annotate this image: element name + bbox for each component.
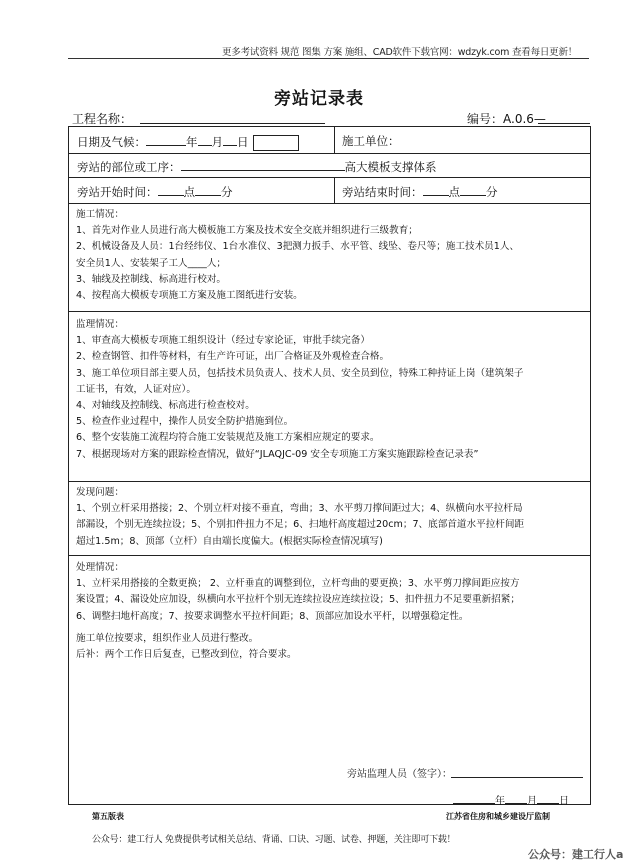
weather-box[interactable] <box>253 135 299 151</box>
row-divider <box>69 203 590 204</box>
date-weather-label: 日期及气候： <box>77 135 146 149</box>
year-label: 年 <box>186 135 198 149</box>
sign-year-field[interactable] <box>453 791 495 804</box>
construction-heading: 施工情况： <box>76 209 124 220</box>
construction-unit-label: 施工单位： <box>342 134 400 148</box>
code-label: 编号：A.0.6— <box>467 112 546 126</box>
date-weather-row <box>77 133 299 151</box>
problems-line: 超过1.5m；8、顶部（立杆）自由端长度偏大。(根据实际检查情况填写) <box>76 535 383 547</box>
supervision-line: 4、对轴线及控制线、标高进行检查校对。 <box>76 400 255 412</box>
col-divider <box>334 127 335 153</box>
project-name-field[interactable] <box>140 123 325 124</box>
record-table <box>68 126 591 805</box>
day-field[interactable] <box>223 133 237 146</box>
col-divider <box>334 177 335 203</box>
handling-line: 案设置；4、漏设处应加设，纵横向水平拉杆个别无连续拉设应连续拉设；5、扣件扭力不足要重新招紧； <box>76 594 520 606</box>
start-hour-label: 点 <box>183 185 195 199</box>
handling-heading: 处理情况： <box>76 562 124 573</box>
sign-date-row <box>453 791 569 807</box>
code-field[interactable] <box>538 123 590 124</box>
handling-line: 6、调整扫地杆高度；7、按要求调整水平拉杆间距；8、顶部应加设水平杆，以增强稳定性。 <box>76 610 469 622</box>
supervision-section <box>76 317 584 463</box>
handling-section <box>76 560 584 663</box>
project-name-label: 工程名称： <box>72 112 133 126</box>
row-divider <box>69 177 590 178</box>
start-minute-field[interactable] <box>195 183 221 196</box>
start-hour-field[interactable] <box>158 183 184 196</box>
supervision-heading: 监理情况： <box>76 319 124 330</box>
row-divider <box>69 481 590 482</box>
problems-section <box>76 485 584 550</box>
top-note: 更多考试资料 规范 图集 方案 施组、CAD软件下载官网：wdzyk.com 查看每日更新！ <box>222 47 578 58</box>
followup-line: 施工单位按要求，组织作业人员进行整改。 <box>76 632 259 644</box>
form-title: 旁站记录表 <box>274 89 364 109</box>
bottom-note: 公众号：建工行人 免费提供考试相关总结、背诵、口诀、习题、试卷、押题，关注即可下载！ <box>92 835 456 845</box>
supervision-line: 5、检查作业过程中，操作人员安全防护措施到位。 <box>76 416 294 428</box>
location-field[interactable] <box>181 158 345 171</box>
supervision-line: 工证书，有效，人证对应）。 <box>76 383 196 395</box>
form-version: 第五版表 <box>92 812 124 821</box>
sign-day-label: 日 <box>559 796 569 807</box>
watermark: 公众号：建工行人a <box>528 848 624 861</box>
signature-label: 旁站监理人员（签字）： <box>347 769 452 780</box>
end-minute-field[interactable] <box>460 183 486 196</box>
supervision-line: 7、根据现场对方案的跟踪检查情况，做好“JLAQJC-09 安全专项施工方案实施跟踪检查记录表” <box>76 448 479 460</box>
followup-line: 后补：两个工作日后复查，已整改到位，符合要求。 <box>76 649 297 661</box>
problems-line: 部漏设，个别无连续拉设；5、个别扣件扭力不足；6、扫地杆高度超过20cm；7、底部首道水平拉杆间距 <box>76 519 525 531</box>
end-hour-label: 点 <box>448 185 460 199</box>
supervision-line: 3、施工单位项目部主要人员，包括技术员负责人、技术人员、安全员到位，特殊工种持证上岗（建筑架子 <box>76 367 524 379</box>
header-rule <box>68 58 589 59</box>
month-label: 月 <box>211 135 223 149</box>
construction-line: 安全员1人、安装架子工人____人； <box>76 257 227 269</box>
issuer: 江苏省住房和城乡建设厅监制 <box>446 812 550 821</box>
start-time-row <box>77 183 233 200</box>
signature-field[interactable] <box>451 777 583 778</box>
row-divider <box>69 555 590 556</box>
section-divider <box>69 311 590 312</box>
end-time-row <box>342 183 498 200</box>
location-row <box>77 158 437 175</box>
location-value: 高大模板支撑体系 <box>344 160 437 174</box>
end-hour-field[interactable] <box>423 183 449 196</box>
construction-line: 4、按程高大模板专项施工方案及施工图纸进行安装。 <box>76 290 303 302</box>
construction-section <box>76 207 584 304</box>
problems-heading: 发现问题： <box>76 487 124 498</box>
construction-line: 2、机械设备及人员：1台经纬仪、1台水准仪、3把测力扳手、水平管、线坠、卷尺等；施工技术员1人、 <box>76 241 520 253</box>
sign-month-field[interactable] <box>505 791 527 804</box>
location-label: 旁站的部位或工序： <box>77 160 181 174</box>
day-label: 日 <box>237 135 249 149</box>
sign-month-label: 月 <box>527 796 537 807</box>
construction-line: 3、轴线及控制线、标高进行校对。 <box>76 273 227 285</box>
end-time-label: 旁站结束时间： <box>342 185 423 199</box>
construction-line: 1、首先对作业人员进行高大模板施工方案及技术安全交底并组织进行三级教育； <box>76 225 418 237</box>
supervision-line: 2、检查钢管、扣件等材料，有生产许可证，出厂合格证及外观检查合格。 <box>76 351 390 363</box>
sign-year-label: 年 <box>495 796 505 807</box>
start-time-label: 旁站开始时间： <box>77 185 158 199</box>
month-field[interactable] <box>198 133 212 146</box>
sign-day-field[interactable] <box>537 791 559 804</box>
supervision-line: 1、审查高大模板专项施工组织设计（经过专家论证，审批手续完备） <box>76 335 370 347</box>
year-field[interactable] <box>146 133 186 146</box>
problems-line: 1、个别立杆采用搭接；2、个别立杆对接不垂直，弯曲；3、水平剪刀撑间距过大；4、纵横向水平拉杆局 <box>76 503 523 515</box>
start-minute-label: 分 <box>221 185 233 199</box>
handling-line: 1、立杆采用搭接的全数更换； 2、立杆垂直的调整到位，立杆弯曲的要更换；3、水平剪刀撑间距应按方 <box>76 578 520 590</box>
supervision-line: 6、整个安装施工流程均符合施工安装规范及施工方案相应规定的要求。 <box>76 432 380 444</box>
end-minute-label: 分 <box>486 185 498 199</box>
row-divider <box>69 153 590 154</box>
